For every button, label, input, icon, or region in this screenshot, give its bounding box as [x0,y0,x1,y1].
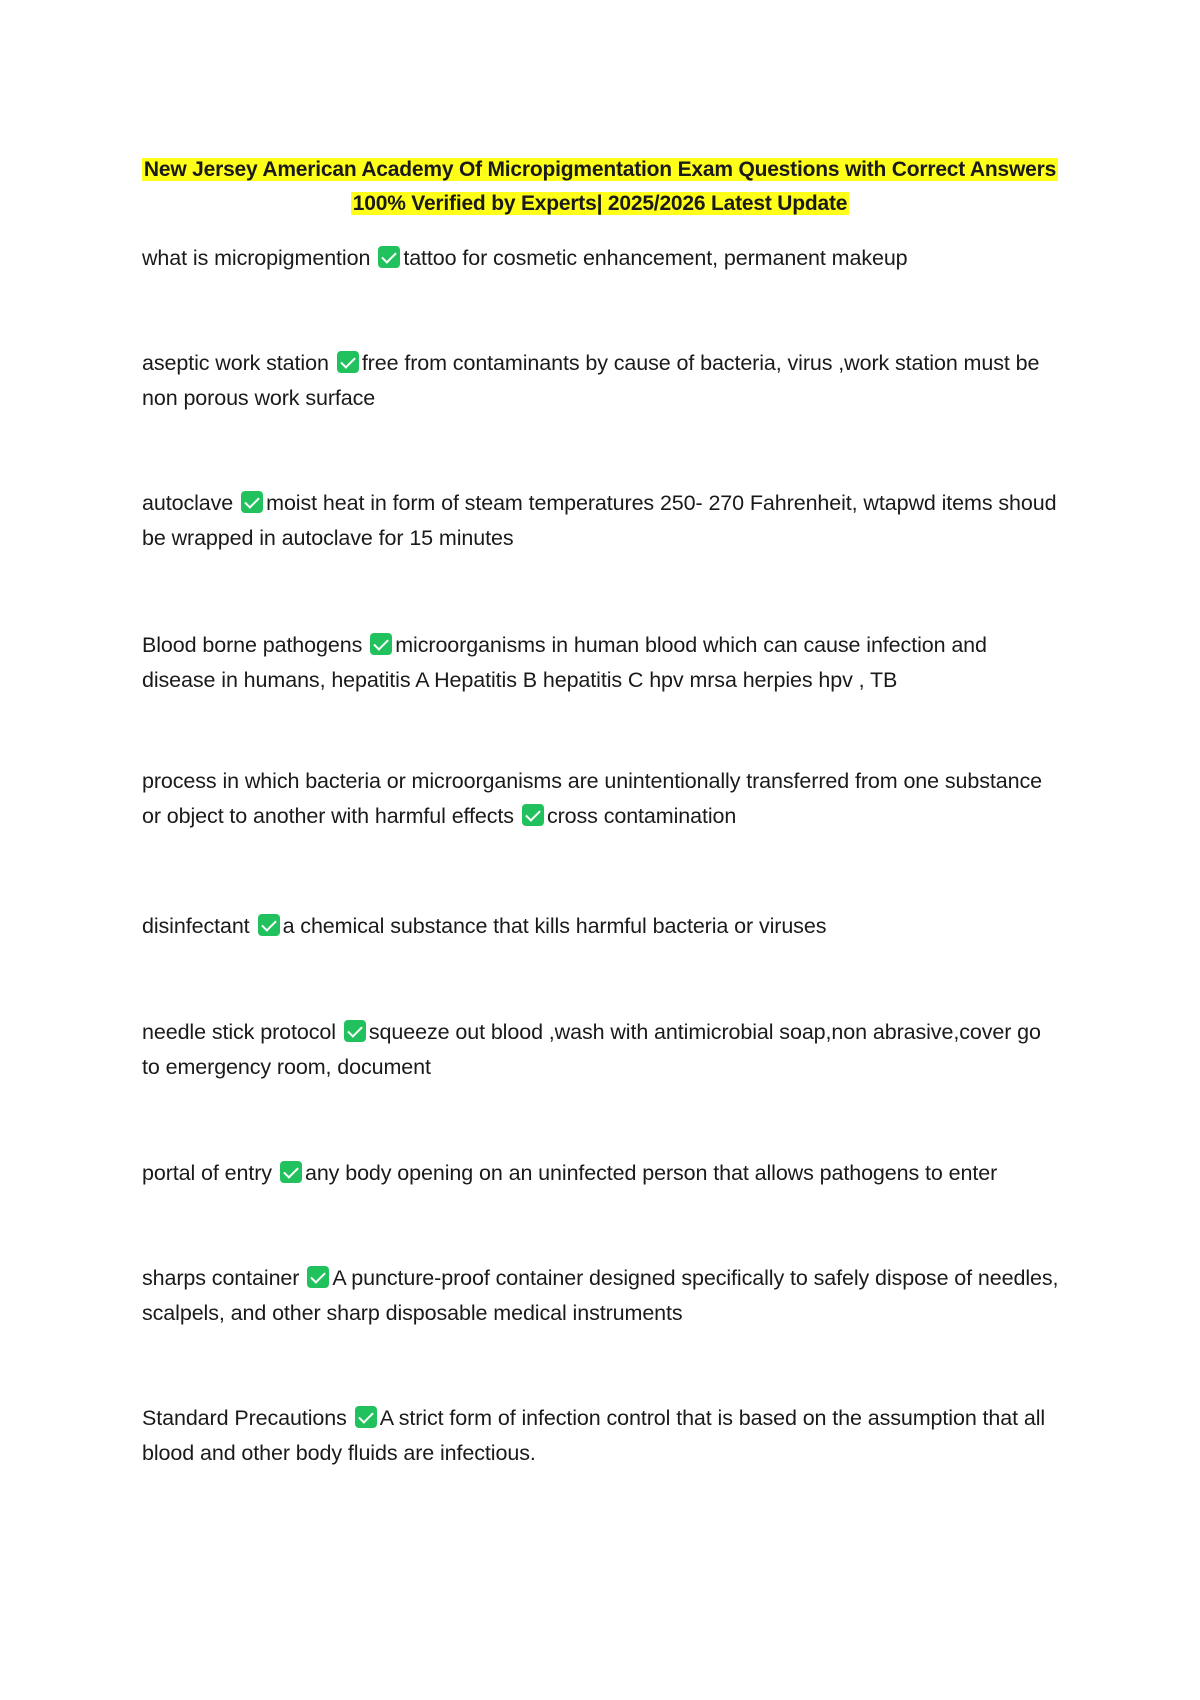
question-text: autoclave [142,491,234,515]
document-title [120,153,1080,221]
qa-item [142,1261,1062,1331]
checkmark-icon [344,1020,366,1042]
qa-item [142,1156,1062,1191]
checkmark-icon [370,633,392,655]
answer-text: squeeze out blood ,wash with antimicrobial soap,non abrasive,cover go to emergency room, document [142,1020,1041,1079]
qa-item [142,764,1062,834]
qa-item [142,909,1062,944]
checkmark-icon [378,246,400,268]
answer-text: a chemical substance that kills harmful bacteria or viruses [282,914,827,938]
checkmark-icon [307,1266,329,1288]
qa-item [142,1015,1062,1085]
checkmark-icon [280,1161,302,1183]
question-text: what is micropigmention [142,246,371,270]
qa-item [142,628,1062,698]
answer-text: any body opening on an uninfected person that allows pathogens to enter [304,1161,998,1185]
answer-text: A puncture-proof container designed specifically to safely dispose of needles, scalpels, and other sharp disposable medical instruments [142,1266,1059,1325]
title-line-2: 100% Verified by Experts| 2025/2026 Latest Update [352,192,848,215]
question-text: process in which bacteria or microorganisms are unintentionally transferred from one substance or object to another with harmful effects [142,769,1043,828]
question-text: needle stick protocol [142,1020,336,1044]
title-line-1: New Jersey American Academy Of Micropigmentation Exam Questions with Correct Answers [143,158,1057,181]
answer-text: cross contamination [546,804,737,828]
qa-item [142,346,1062,416]
checkmark-icon [522,804,544,826]
question-text: disinfectant [142,914,250,938]
qa-item [142,1401,1062,1471]
question-text: Blood borne pathogens [142,633,363,657]
qa-item [142,241,1062,276]
checkmark-icon [241,491,263,513]
answer-text: microorganisms in human blood which can cause infection and disease in humans, hepatitis A Hepatitis B hepatitis C hpv mrsa herpies hpv , TB [142,633,987,692]
question-text: Standard Precautions [142,1406,347,1430]
checkmark-icon [355,1406,377,1428]
qa-item [142,486,1062,556]
checkmark-icon [337,351,359,373]
answer-text: A strict form of infection control that is based on the assumption that all blood and other body fluids are infectious. [142,1406,1046,1465]
answer-text: free from contaminants by cause of bacteria, virus ,work station must be non porous work surface [142,351,1040,410]
question-text: portal of entry [142,1161,272,1185]
checkmark-icon [258,914,280,936]
question-text: sharps container [142,1266,300,1290]
answer-text: tattoo for cosmetic enhancement, permanent makeup [403,246,908,270]
answer-text: moist heat in form of steam temperatures 250- 270 Fahrenheit, wtapwd items shoud be wrapped in autoclave for 15 minutes [142,491,1057,550]
question-text: aseptic work station [142,351,329,375]
